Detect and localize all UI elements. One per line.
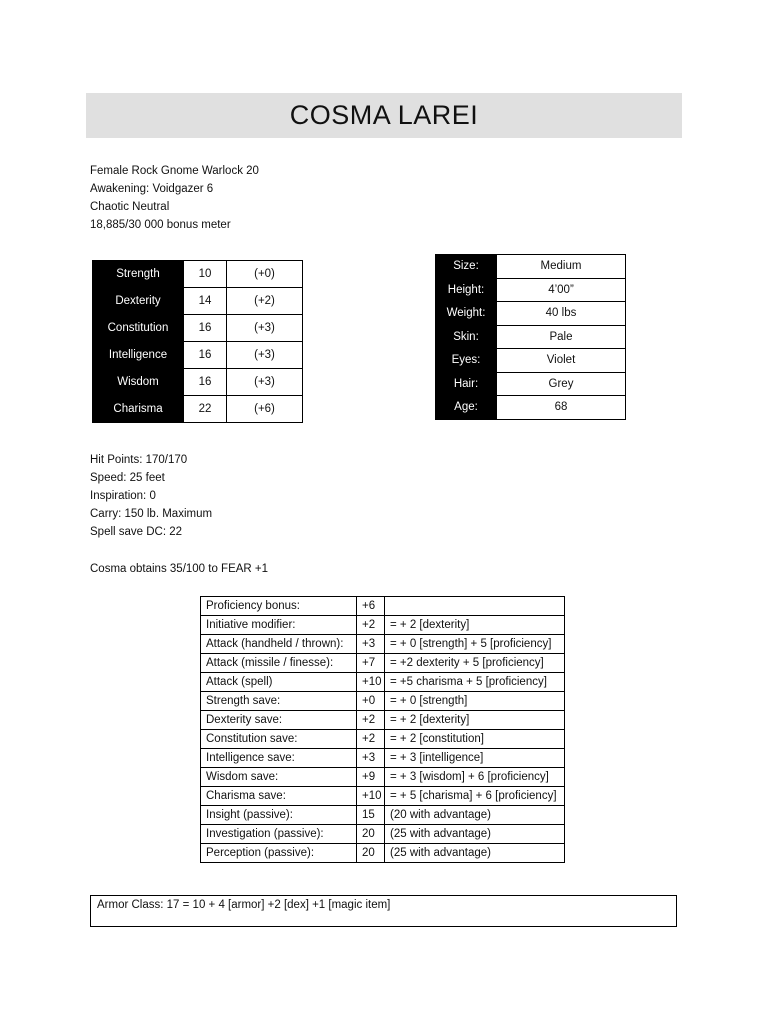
spell-save-line: Spell save DC: 22 xyxy=(90,526,183,538)
trait-value: 68 xyxy=(497,396,626,420)
ability-name: Charisma xyxy=(93,396,184,423)
modifier-name: Intelligence save: xyxy=(201,749,357,768)
modifier-name: Insight (passive): xyxy=(201,806,357,825)
modifier-row xyxy=(201,692,565,711)
modifier-row xyxy=(201,787,565,806)
trait-value: Grey xyxy=(497,372,626,396)
modifier-value: +2 xyxy=(357,730,385,749)
modifier-value: 15 xyxy=(357,806,385,825)
trait-value: Pale xyxy=(497,325,626,349)
modifier-row xyxy=(201,806,565,825)
ability-name: Strength xyxy=(93,261,184,288)
alignment-line: Chaotic Neutral xyxy=(90,201,170,213)
ability-modifier: (+3) xyxy=(227,342,303,369)
modifier-name: Strength save: xyxy=(201,692,357,711)
modifier-formula: (25 with advantage) xyxy=(385,825,565,844)
modifier-value: +3 xyxy=(357,749,385,768)
modifier-name: Constitution save: xyxy=(201,730,357,749)
modifier-formula: (25 with advantage) xyxy=(385,844,565,863)
physical-traits-table xyxy=(435,254,626,420)
speed-line: Speed: 25 feet xyxy=(90,472,165,484)
modifier-formula: = + 3 [intelligence] xyxy=(385,749,565,768)
title-banner xyxy=(86,93,682,138)
ability-row xyxy=(93,396,303,423)
modifier-name: Attack (handheld / thrown): xyxy=(201,635,357,654)
modifier-value: +0 xyxy=(357,692,385,711)
character-name: COSMA LAREI xyxy=(289,100,479,130)
modifier-formula: = +2 dexterity + 5 [proficiency] xyxy=(385,654,565,673)
modifier-name: Initiative modifier: xyxy=(201,616,357,635)
ability-name: Wisdom xyxy=(93,369,184,396)
trait-row xyxy=(436,302,626,326)
modifier-value: +2 xyxy=(357,616,385,635)
modifier-row xyxy=(201,673,565,692)
modifier-name: Wisdom save: xyxy=(201,768,357,787)
modifier-formula: = + 3 [wisdom] + 6 [proficiency] xyxy=(385,768,565,787)
modifier-row xyxy=(201,768,565,787)
modifier-name: Investigation (passive): xyxy=(201,825,357,844)
modifier-value: 20 xyxy=(357,844,385,863)
awakening-line: Awakening: Voidgazer 6 xyxy=(90,183,214,195)
ability-name: Intelligence xyxy=(93,342,184,369)
ability-scores-table xyxy=(92,260,303,423)
modifier-row xyxy=(201,654,565,673)
trait-label: Age: xyxy=(436,396,497,420)
modifier-row xyxy=(201,844,565,863)
modifier-formula xyxy=(385,597,565,616)
modifier-row xyxy=(201,616,565,635)
modifier-value: 20 xyxy=(357,825,385,844)
ability-row xyxy=(93,315,303,342)
trait-row xyxy=(436,255,626,279)
modifier-name: Perception (passive): xyxy=(201,844,357,863)
modifier-formula: = +5 charisma + 5 [proficiency] xyxy=(385,673,565,692)
modifier-value: +9 xyxy=(357,768,385,787)
modifier-formula: = + 0 [strength] + 5 [proficiency] xyxy=(385,635,565,654)
modifier-name: Dexterity save: xyxy=(201,711,357,730)
race-class-line: Female Rock Gnome Warlock 20 xyxy=(90,165,259,177)
modifier-value: +3 xyxy=(357,635,385,654)
trait-label: Hair: xyxy=(436,372,497,396)
fear-note: Cosma obtains 35/100 to FEAR +1 xyxy=(90,563,269,575)
trait-value: Violet xyxy=(497,349,626,373)
ability-score: 10 xyxy=(184,261,227,288)
modifier-name: Attack (spell) xyxy=(201,673,357,692)
armor-class-text: Armor Class: 17 = 10 + 4 [armor] +2 [dex] +1 [magic item] xyxy=(97,899,391,911)
carry-line: Carry: 150 lb. Maximum xyxy=(90,508,213,520)
character-summary xyxy=(90,162,259,234)
modifier-formula: = + 2 [dexterity] xyxy=(385,711,565,730)
ability-modifier: (+2) xyxy=(227,288,303,315)
modifier-row xyxy=(201,711,565,730)
trait-label: Skin: xyxy=(436,325,497,349)
modifier-row xyxy=(201,730,565,749)
trait-value: 40 lbs xyxy=(497,302,626,326)
hit-points-line: Hit Points: 170/170 xyxy=(90,454,188,466)
modifier-formula: (20 with advantage) xyxy=(385,806,565,825)
modifier-value: +7 xyxy=(357,654,385,673)
modifier-name: Charisma save: xyxy=(201,787,357,806)
trait-row xyxy=(436,325,626,349)
modifier-name: Proficiency bonus: xyxy=(201,597,357,616)
trait-value: Medium xyxy=(497,255,626,279)
ability-row xyxy=(93,288,303,315)
modifier-value: +2 xyxy=(357,711,385,730)
ability-modifier: (+3) xyxy=(227,369,303,396)
modifier-row xyxy=(201,825,565,844)
ability-row xyxy=(93,342,303,369)
inspiration-line: Inspiration: 0 xyxy=(90,490,156,502)
modifier-formula: = + 2 [constitution] xyxy=(385,730,565,749)
trait-row xyxy=(436,278,626,302)
trait-label: Weight: xyxy=(436,302,497,326)
ability-score: 16 xyxy=(184,342,227,369)
trait-label: Size: xyxy=(436,255,497,279)
ability-name: Dexterity xyxy=(93,288,184,315)
trait-row xyxy=(436,372,626,396)
trait-row xyxy=(436,396,626,420)
modifier-row xyxy=(201,635,565,654)
vitals-block xyxy=(90,451,212,541)
modifier-value: +6 xyxy=(357,597,385,616)
trait-label: Eyes: xyxy=(436,349,497,373)
ability-score: 16 xyxy=(184,369,227,396)
modifier-name: Attack (missile / finesse): xyxy=(201,654,357,673)
armor-class-box xyxy=(90,895,677,927)
modifier-formula: = + 5 [charisma] + 6 [proficiency] xyxy=(385,787,565,806)
ability-name: Constitution xyxy=(93,315,184,342)
ability-modifier: (+6) xyxy=(227,396,303,423)
ability-modifier: (+0) xyxy=(227,261,303,288)
ability-score: 22 xyxy=(184,396,227,423)
ability-row xyxy=(93,369,303,396)
ability-score: 14 xyxy=(184,288,227,315)
trait-label: Height: xyxy=(436,278,497,302)
ability-score: 16 xyxy=(184,315,227,342)
trait-value: 4’00” xyxy=(497,278,626,302)
ability-row xyxy=(93,261,303,288)
modifier-value: +10 xyxy=(357,673,385,692)
modifiers-table xyxy=(200,596,565,863)
modifier-row xyxy=(201,749,565,768)
ability-modifier: (+3) xyxy=(227,315,303,342)
modifier-formula: = + 0 [strength] xyxy=(385,692,565,711)
modifier-formula: = + 2 [dexterity] xyxy=(385,616,565,635)
modifier-value: +10 xyxy=(357,787,385,806)
trait-row xyxy=(436,349,626,373)
modifier-row xyxy=(201,597,565,616)
bonus-meter-line: 18,885/30 000 bonus meter xyxy=(90,219,231,231)
